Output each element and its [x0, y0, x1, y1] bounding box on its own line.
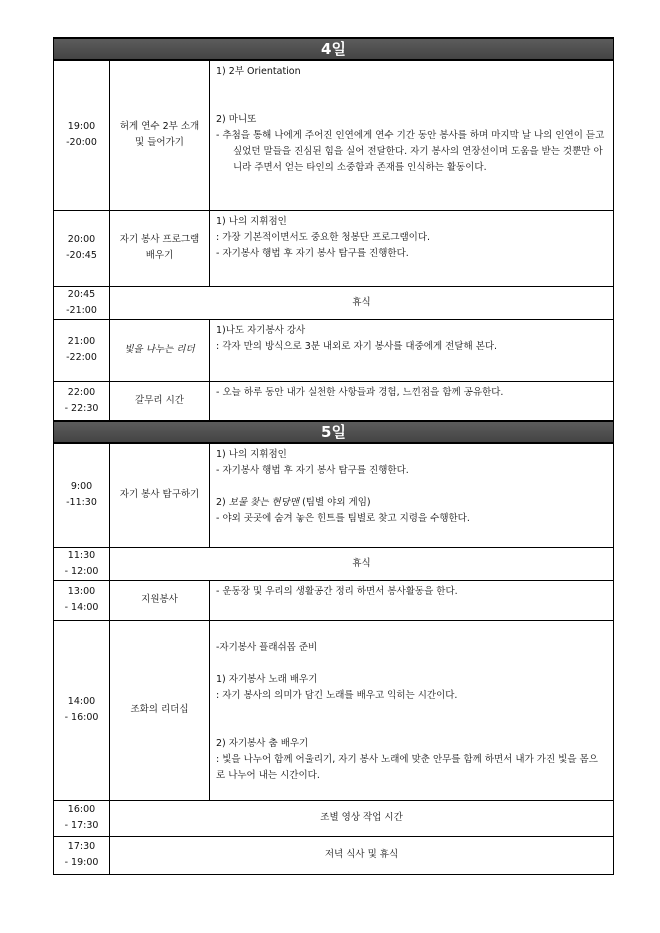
- activity-desc-cell: [210, 381, 614, 421]
- schedule-row: [54, 580, 614, 620]
- time-text: -22:00: [66, 352, 97, 363]
- day-header: 5일: [54, 421, 614, 443]
- time-text: 9:00: [70, 481, 93, 493]
- activity-desc-cell: [210, 210, 614, 286]
- day-header: 4일: [54, 38, 614, 60]
- schedule-row: [54, 286, 614, 319]
- activity-desc-cell: [210, 60, 614, 210]
- activity-title-line: 허게 연수 2부 소개: [119, 121, 200, 133]
- time-text: 14:00: [67, 696, 96, 707]
- schedule-row: [54, 620, 614, 800]
- desc-line: - 자기봉사 행법 후 자기 봉사 탐구를 진행한다.: [216, 465, 409, 476]
- desc-line: 1) 나의 지휘점인: [216, 215, 287, 227]
- activity-title: [114, 119, 205, 151]
- schedule-row: [54, 547, 614, 580]
- time-text: 16:00: [67, 804, 96, 815]
- desc-line: 2) 마니또: [216, 114, 257, 125]
- time-text: -21:00: [66, 304, 97, 316]
- desc-line: 1) 2부 Orientation: [216, 66, 301, 77]
- time-cell: [54, 286, 110, 319]
- time-cell: [54, 381, 110, 421]
- time-cell: [54, 800, 110, 836]
- activity-title-cell: [110, 381, 210, 421]
- desc-italic: 보물 찾는 현당맨: [228, 497, 300, 508]
- desc-line: -자기봉사 플래쉬몹 준비: [216, 641, 318, 653]
- time-text: -20:45: [66, 250, 97, 261]
- time-cell: [54, 60, 110, 210]
- day-header-row: [54, 421, 614, 443]
- schedule-row: [54, 210, 614, 286]
- activity-title: [129, 393, 190, 409]
- desc-spacer: [216, 704, 607, 736]
- activity-title-line: 배우기: [145, 250, 174, 261]
- desc-line: : 가장 기본적이면서도 중요한 청봉단 프로그램이다.: [216, 231, 431, 243]
- time-text: - 17:30: [64, 820, 99, 831]
- desc-spacer: [216, 656, 607, 672]
- activity-title-line: 빛을 나누는 리더: [124, 344, 195, 355]
- time-text: 19:00: [67, 121, 96, 133]
- schedule-row: [54, 319, 614, 381]
- time-text: 11:30: [67, 549, 96, 561]
- time-text: - 19:00: [64, 857, 99, 868]
- activity-desc-cell: [210, 443, 614, 547]
- desc-line: - 추첨을 통해 나에게 주어진 인연에게 연수 기간 동안 봉사를 하며 마지막 날 나의 인연이 듣고 싶었던 말들을 진심된 힘을 실어 전달한다. 자기 봉사의 연장선이며 도움을 받는 것뿐만 아니라 주면서 얻는 타인의 소중함과 존재를 인식하는 활동이다.: [216, 130, 608, 173]
- time-text: 13:00: [67, 586, 96, 597]
- activity-title-line: 자기 봉사 탐구하기: [119, 489, 200, 501]
- activity-span-cell: 휴식: [110, 286, 614, 319]
- time-text: - 12:00: [64, 565, 99, 577]
- schedule-row: [54, 60, 614, 210]
- activity-title-cell: [110, 443, 210, 547]
- schedule-row: [54, 381, 614, 421]
- time-text: 22:00: [67, 386, 96, 398]
- time-text: 17:30: [67, 841, 96, 852]
- desc-line: - 오늘 하루 동안 내가 실천한 사항들과 경험, 느낀점을 함께 공유한다.: [216, 386, 504, 398]
- desc-line: 2) 보물 찾는 현당맨 (팀별 야외 게임): [216, 497, 371, 508]
- time-text: 20:45: [67, 288, 96, 300]
- activity-span-cell: 조별 영상 작업 시간: [110, 800, 614, 836]
- time-text: 21:00: [67, 336, 96, 347]
- time-text: - 16:00: [64, 712, 99, 723]
- activity-desc-cell: [210, 620, 614, 800]
- activity-title: [135, 592, 184, 608]
- time-text: - 14:00: [64, 602, 99, 613]
- activity-title-line: 자기 봉사 프로그램: [119, 234, 200, 245]
- desc-spacer: [216, 80, 607, 112]
- activity-span-cell: 저녁 식사 및 휴식: [110, 836, 614, 874]
- desc-line: 1)나도 자기봉사 강사: [216, 324, 306, 336]
- activity-desc-cell: [210, 319, 614, 381]
- time-text: -20:00: [66, 137, 97, 149]
- time-cell: [54, 443, 110, 547]
- desc-line: - 운동장 및 우리의 생활공간 정리 하면서 봉사활동을 한다.: [216, 585, 458, 597]
- activity-title-cell: [110, 60, 210, 210]
- activity-title: [114, 487, 205, 503]
- desc-line: : 각자 만의 방식으로 3분 내외로 자기 봉사를 대중에게 전달해 본다.: [216, 340, 498, 352]
- desc-spacer: [216, 624, 607, 640]
- desc-line: : 자기 봉사의 의미가 담긴 노래를 배우고 익히는 시간이다.: [216, 689, 458, 701]
- activity-desc-cell: [210, 580, 614, 620]
- schedule-row: [54, 443, 614, 547]
- activity-span-cell: 휴식: [110, 547, 614, 580]
- schedule-row: [54, 800, 614, 836]
- schedule-table: [53, 37, 614, 875]
- activity-title-cell: [110, 319, 210, 381]
- activity-title-line: 지원봉사: [141, 594, 178, 605]
- time-cell: [54, 210, 110, 286]
- time-text: - 22:30: [64, 402, 99, 414]
- desc-line: - 자기봉사 행법 후 자기 봉사 탐구를 진행한다.: [216, 247, 409, 259]
- desc-line: : 빛을 나누어 함께 어울리기, 자기 봉사 노래에 맞춘 안무를 함께 하면서 내가 가진 빛을 몸으로 나누어 내는 시간이다.: [216, 753, 598, 781]
- activity-title-cell: [110, 210, 210, 286]
- desc-line: 2) 자기봉사 춤 배우기: [216, 737, 309, 749]
- time-cell: [54, 580, 110, 620]
- desc-line: - 야외 곳곳에 숨겨 놓은 힌트를 팀별로 찾고 지령을 수행한다.: [216, 513, 470, 524]
- time-cell: [54, 547, 110, 580]
- time-cell: [54, 836, 110, 874]
- time-cell: [54, 620, 110, 800]
- activity-title-line: 조화의 리더십: [130, 704, 189, 715]
- day-header-row: [54, 38, 614, 60]
- activity-title: [114, 232, 205, 264]
- desc-line: 1) 자기봉사 노래 배우기: [216, 673, 318, 685]
- time-cell: [54, 319, 110, 381]
- time-text: -11:30: [66, 497, 97, 509]
- activity-title-line: 및 들어가기: [135, 137, 184, 149]
- schedule-row: [54, 836, 614, 874]
- desc-line: 1) 나의 지휘점인: [216, 449, 287, 460]
- desc-spacer: [216, 479, 607, 495]
- activity-title: [118, 342, 200, 358]
- activity-title: [124, 702, 194, 718]
- activity-title-cell: [110, 620, 210, 800]
- time-text: 20:00: [67, 234, 96, 245]
- activity-title-line: 갈무리 시간: [135, 394, 184, 406]
- activity-title-cell: [110, 580, 210, 620]
